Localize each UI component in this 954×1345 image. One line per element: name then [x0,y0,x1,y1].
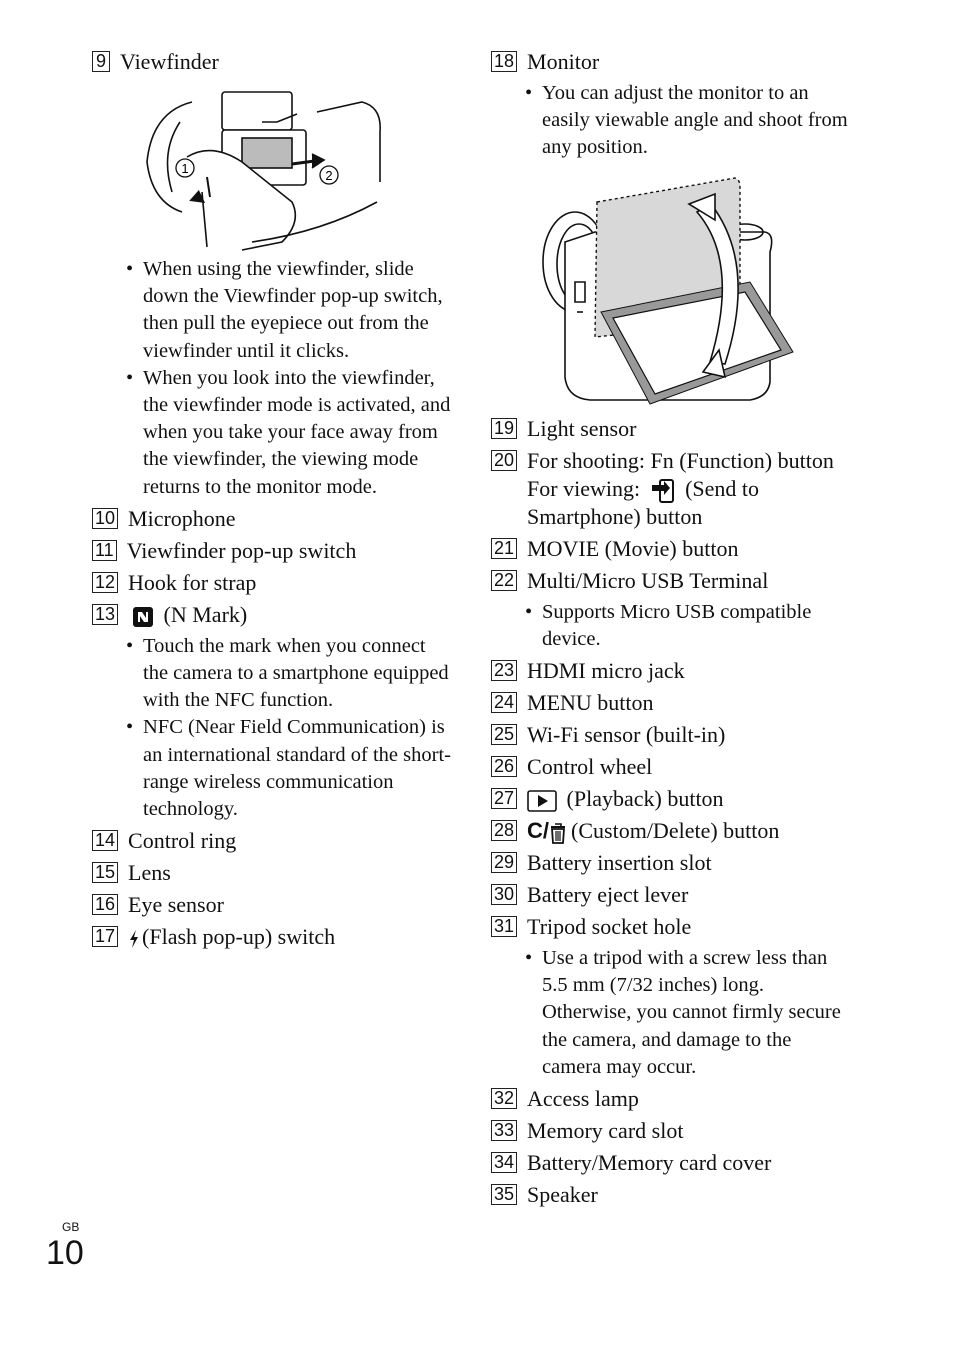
item-number: 24 [491,692,517,713]
item-label: For shooting: Fn (Function) button [527,447,834,473]
item-20 [491,447,851,531]
item-9 [92,48,452,76]
item-number: 34 [491,1152,517,1173]
item-34 [491,1149,851,1177]
item-18 [491,48,851,76]
item-32 [491,1085,851,1113]
item-label: Lens [128,860,171,886]
item-21 [491,535,851,563]
item-number: 12 [92,572,118,593]
item-label: (N Mark) [163,601,248,627]
item-number: 16 [92,894,118,915]
list-item: • When you look into the viewfinder, the viewfinder mode is activated, and when you take your face away from the viewfinder, the viewing mode returns to the monitor mode. [126,365,452,501]
item-10 [92,505,452,533]
viewfinder-illustration [132,82,392,252]
item-number: 15 [92,862,118,883]
playback-icon [527,790,557,812]
item-15 [92,859,452,887]
custom-c-glyph: C/ [527,818,550,844]
item-label: Speaker [527,1182,598,1208]
item-number: 29 [491,852,517,873]
item-label: Battery insertion slot [527,850,712,876]
item-number: 25 [491,724,517,745]
right-column [491,48,851,1213]
monitor-notes [491,80,851,162]
item-number: 10 [92,508,118,529]
usb-notes [491,599,851,653]
viewfinder-notes [92,256,452,501]
list-item: • Supports Micro USB compatible device. [525,599,851,653]
item-label-send: (Send to Smartphone) button [527,475,760,529]
item-number: 19 [491,418,517,439]
page-number: 10 [46,1234,84,1272]
item-11 [92,537,452,565]
list-item: • Touch the mark when you connect the camera to a smartphone equipped with the NFC function. [126,633,452,715]
item-label: Eye sensor [128,892,224,918]
item-27 [491,785,851,813]
item-number: 32 [491,1088,517,1109]
item-35 [491,1181,851,1209]
item-30 [491,881,851,909]
item-33 [491,1117,851,1145]
item-number: 14 [92,830,118,851]
list-item: • You can adjust the monitor to an easily viewable angle and shoot from any position. [525,80,851,162]
item-label: (Flash pop-up) switch [142,924,336,950]
item-label: Control wheel [527,754,653,780]
item-label-viewing: For viewing: [527,475,641,501]
item-13 [92,601,452,629]
item-25 [491,721,851,749]
item-23 [491,657,851,685]
item-28 [491,817,851,845]
item-label: Viewfinder pop-up switch [126,537,357,563]
item-number: 35 [491,1184,517,1205]
tripod-notes [491,945,851,1081]
item-number: 22 [491,570,517,591]
item-number: 30 [491,884,517,905]
item-17 [92,923,452,951]
item-label: Light sensor [527,415,637,441]
flash-icon [128,929,140,949]
item-label: Control ring [128,828,237,854]
item-number: 9 [92,51,110,72]
item-label: (Playback) button [566,786,724,812]
item-label: MENU button [527,690,654,716]
item-number: 31 [491,916,517,937]
item-14 [92,827,452,855]
item-number: 33 [491,1120,517,1141]
item-24 [491,689,851,717]
item-label: Wi-Fi sensor (built-in) [527,722,726,748]
item-label: Memory card slot [527,1118,684,1144]
item-label: Viewfinder [120,49,219,74]
item-label: Battery/Memory card cover [527,1150,772,1176]
monitor-illustration [535,172,805,407]
n-mark-icon [132,606,154,628]
item-label: Multi/Micro USB Terminal [527,567,769,593]
trash-icon [549,822,567,844]
item-label: Hook for strap [128,569,257,595]
item-number: 26 [491,756,517,777]
item-label: (Custom/Delete) button [571,818,780,844]
item-16 [92,891,452,919]
item-29 [491,849,851,877]
nmark-notes [92,633,452,823]
page-language-code: GB [62,1220,80,1234]
item-12 [92,569,452,597]
item-19 [491,415,851,443]
item-number: 21 [491,538,517,559]
left-column [92,48,452,955]
item-31 [491,913,851,941]
item-number: 17 [92,926,118,947]
item-label: Microphone [128,505,236,531]
list-item: • NFC (Near Field Communication) is an international standard of the short-range wireless communication technology. [126,714,452,823]
callout-2: 2 [325,168,333,183]
item-label: Monitor [527,49,600,74]
item-label: HDMI micro jack [527,658,685,684]
item-number: 28 [491,820,517,841]
item-label: Battery eject lever [527,882,689,908]
item-number: 11 [92,540,117,561]
item-number: 20 [491,450,517,471]
item-number: 13 [92,604,118,625]
item-number: 18 [491,51,517,72]
callout-1: 1 [181,161,189,176]
item-26 [491,753,851,781]
item-number: 23 [491,660,517,681]
item-label: MOVIE (Movie) button [527,535,739,561]
list-item: • Use a tripod with a screw less than 5.5 mm (7/32 inches) long. Otherwise, you cannot firmly secure the camera, and damage to the camera may occur. [525,945,851,1081]
item-22 [491,567,851,595]
item-label: Tripod socket hole [527,914,692,940]
send-to-smartphone-icon [650,479,676,503]
item-number: 27 [491,788,517,809]
list-item: • When using the viewfinder, slide down the Viewfinder pop-up switch, then pull the eyepiece out from the viewfinder until it clicks. [126,256,452,365]
item-label: Access lamp [527,1086,639,1112]
